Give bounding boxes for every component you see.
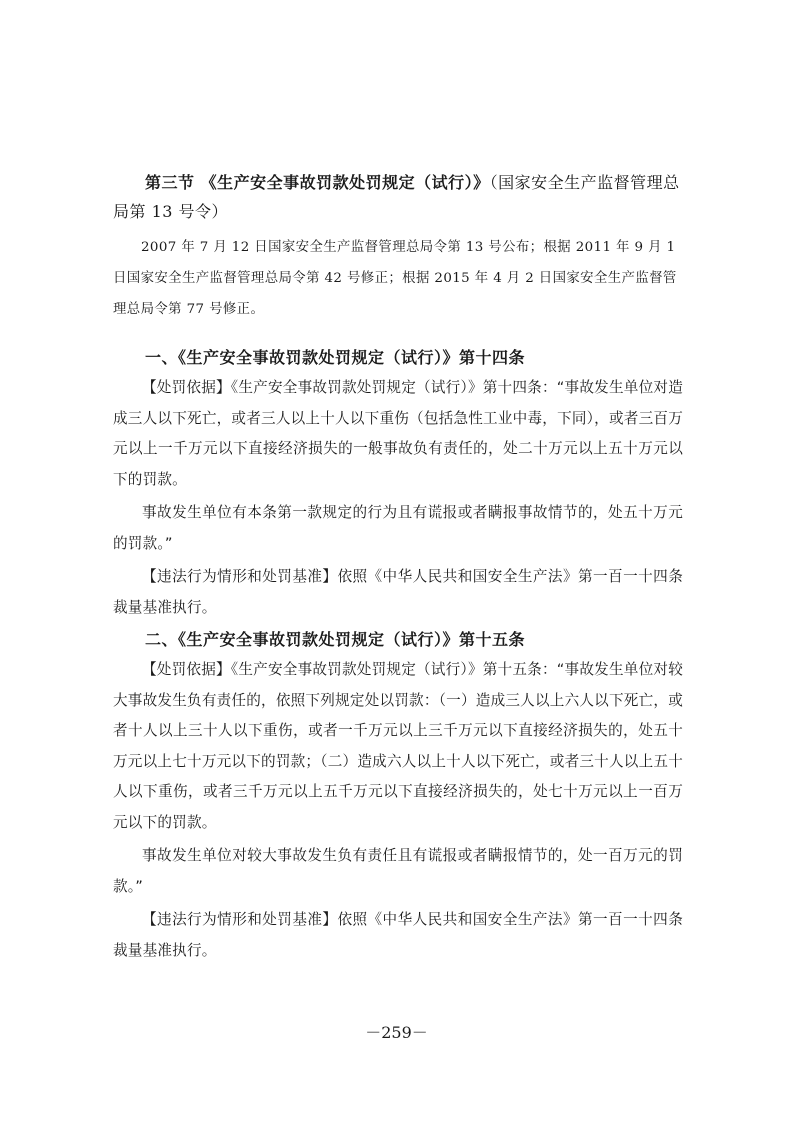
article-15-heading: 二、《生产安全事故罚款处罚规定（试行）》第十五条 [145,630,526,649]
article-15-basis: 【处罚依据】《生产安全事故罚款处罚规定（试行）》第十五条：“事故发生单位对较大事故发生负有责任的，依照下列规定处以罚款：（一）造成三人以上六人以下死亡，或者十人以上三十人以下重伤，或者一千万元以上三千万元以下直接经济损失的，处五十万元以上七十万元以下的罚款；（二）造成六人以上十人以下死亡，或者三十人以上五十人以下重伤，或者三千万元以上五千万元以下直接经济损失的，处七十万元以上一百万元以下的罚款。 [113,661,683,831]
amendment-note: 2007 年 7 月 12 日国家安全生产监督管理总局令第 13 号公布；根据 2011 年 9 月 1 日国家安全生产监督管理总局令第 42 号修正；根据 2015 年 4 月 2 日国家安全生产监督管理总局令第 77 号修正。 [113,240,677,317]
article-14-basis: 【处罚依据】《生产安全事故罚款处罚规定（试行）》第十四条：“事故发生单位对造成三人以下死亡，或者三人以上十人以下重伤（包括急性工业中毒，下同），或者三百万元以上一千万元以下直接经济损失的一般事故负有责任的，处二十万元以上五十万元以下的罚款。 [113,379,683,488]
article-14-basis-continued: 事故发生单位有本条第一款规定的行为且有谎报或者瞒报事故情节的，处五十万元的罚款。” [113,504,683,552]
page-content [113,168,683,966]
article-15-basis-continued: 事故发生单位对较大事故发生负有责任且有谎报或者瞒报情节的，处一百万元的罚款。” [113,847,683,895]
page-number: －259－ [365,1023,428,1042]
section-title-sub: （国家安全生产监督管理总局第 13 号令） [113,173,680,221]
section-title [113,168,683,226]
article-14-heading: 一、《生产安全事故罚款处罚规定（试行）》第十四条 [145,348,526,367]
section-title-main: 第三节 《生产安全事故罚款处罚规定（试行）》 [145,173,490,192]
article-14-standard: 【违法行为情形和处罚基准】依照《中华人民共和国安全生产法》第一百一十四条裁量基准执行。 [113,568,683,616]
article-15-standard: 【违法行为情形和处罚基准】依照《中华人民共和国安全生产法》第一百一十四条裁量基准执行。 [113,911,683,959]
